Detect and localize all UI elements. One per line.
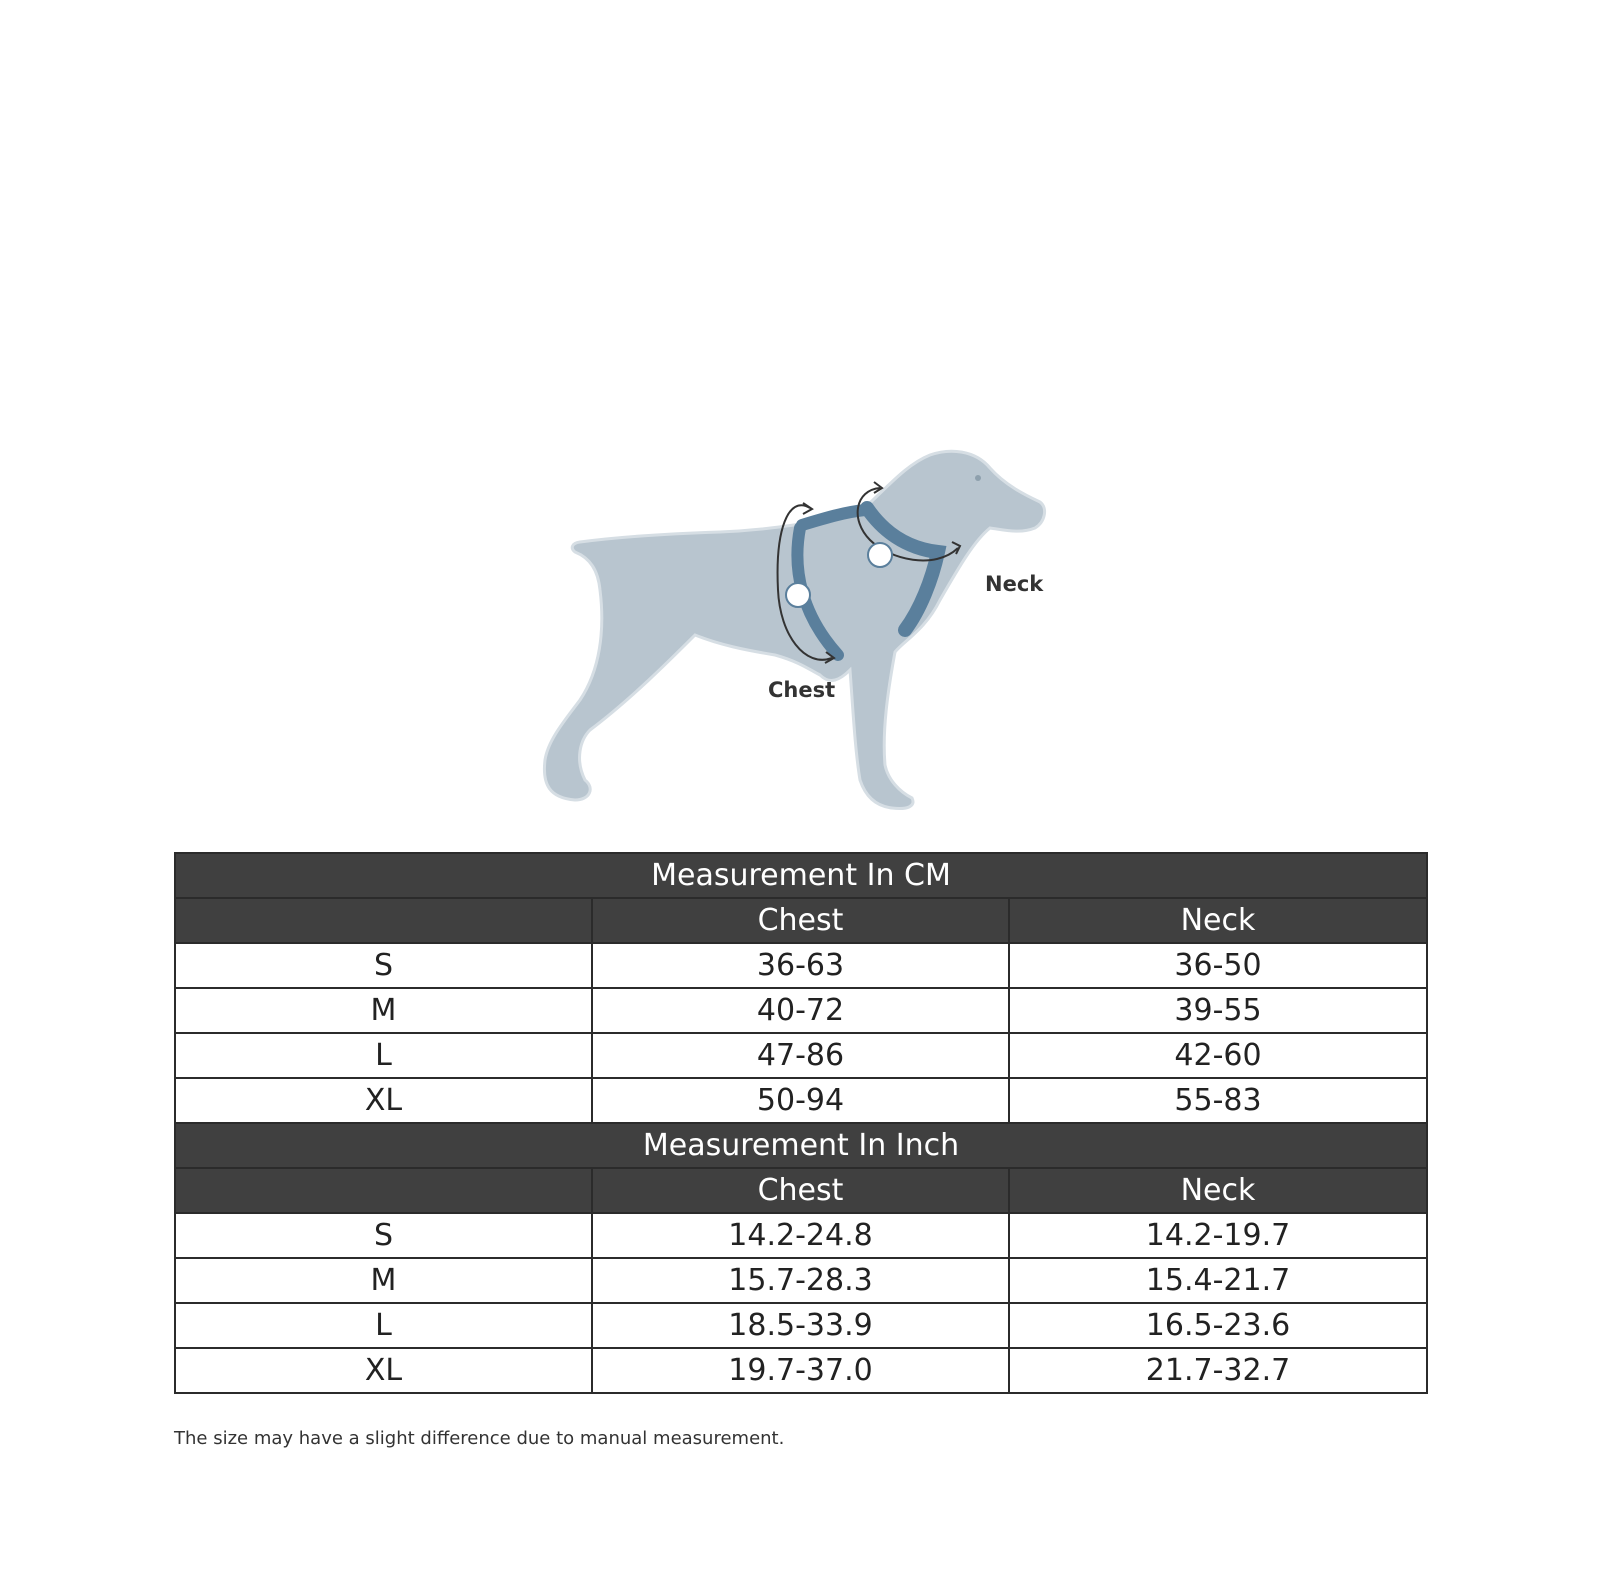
column-header: Chest bbox=[592, 898, 1009, 943]
chest-cell: 18.5-33.9 bbox=[592, 1303, 1009, 1348]
size-cell: XL bbox=[175, 1348, 592, 1393]
table-row bbox=[175, 988, 1427, 1033]
size-cell: L bbox=[175, 1303, 592, 1348]
size-cell: M bbox=[175, 988, 592, 1033]
chest-cell: 19.7-37.0 bbox=[592, 1348, 1009, 1393]
neck-label: Neck bbox=[985, 572, 1044, 596]
table-row bbox=[175, 943, 1427, 988]
dog-harness-illustration bbox=[520, 430, 1080, 830]
dog-eye bbox=[975, 475, 981, 481]
neck-cell: 15.4-21.7 bbox=[1009, 1258, 1427, 1303]
neck-cell: 16.5-23.6 bbox=[1009, 1303, 1427, 1348]
chest-cell: 50-94 bbox=[592, 1078, 1009, 1123]
size-chart-body bbox=[175, 853, 1427, 1393]
chest-cell: 14.2-24.8 bbox=[592, 1213, 1009, 1258]
table-row bbox=[175, 1033, 1427, 1078]
table-row bbox=[175, 1213, 1427, 1258]
neck-cell: 39-55 bbox=[1009, 988, 1427, 1033]
size-chart-table bbox=[174, 852, 1428, 1394]
section-title: Measurement In CM bbox=[175, 853, 1427, 898]
table-row bbox=[175, 1303, 1427, 1348]
chest-arrow-head-top bbox=[803, 503, 812, 514]
neck-cell: 55-83 bbox=[1009, 1078, 1427, 1123]
dog-silhouette bbox=[544, 451, 1044, 808]
size-cell: S bbox=[175, 1213, 592, 1258]
neck-measure-point bbox=[868, 543, 892, 567]
column-header: Neck bbox=[1009, 898, 1427, 943]
section-title-row bbox=[175, 853, 1427, 898]
neck-cell: 42-60 bbox=[1009, 1033, 1427, 1078]
size-cell: XL bbox=[175, 1078, 592, 1123]
chest-label: Chest bbox=[768, 678, 836, 702]
column-header bbox=[175, 1168, 592, 1213]
chest-cell: 47-86 bbox=[592, 1033, 1009, 1078]
column-header: Neck bbox=[1009, 1168, 1427, 1213]
measurement-note: The size may have a slight difference due to manual measurement. bbox=[174, 1428, 785, 1449]
section-title-row bbox=[175, 1123, 1427, 1168]
column-header-row bbox=[175, 1168, 1427, 1213]
chest-cell: 36-63 bbox=[592, 943, 1009, 988]
table-row bbox=[175, 1078, 1427, 1123]
table-row bbox=[175, 1348, 1427, 1393]
column-header bbox=[175, 898, 592, 943]
chest-cell: 40-72 bbox=[592, 988, 1009, 1033]
section-title: Measurement In Inch bbox=[175, 1123, 1427, 1168]
size-cell: S bbox=[175, 943, 592, 988]
chest-measure-point bbox=[786, 583, 810, 607]
table-row bbox=[175, 1258, 1427, 1303]
column-header-row bbox=[175, 898, 1427, 943]
neck-cell: 21.7-32.7 bbox=[1009, 1348, 1427, 1393]
neck-cell: 36-50 bbox=[1009, 943, 1427, 988]
neck-cell: 14.2-19.7 bbox=[1009, 1213, 1427, 1258]
column-header: Chest bbox=[592, 1168, 1009, 1213]
size-cell: L bbox=[175, 1033, 592, 1078]
chest-cell: 15.7-28.3 bbox=[592, 1258, 1009, 1303]
size-cell: M bbox=[175, 1258, 592, 1303]
